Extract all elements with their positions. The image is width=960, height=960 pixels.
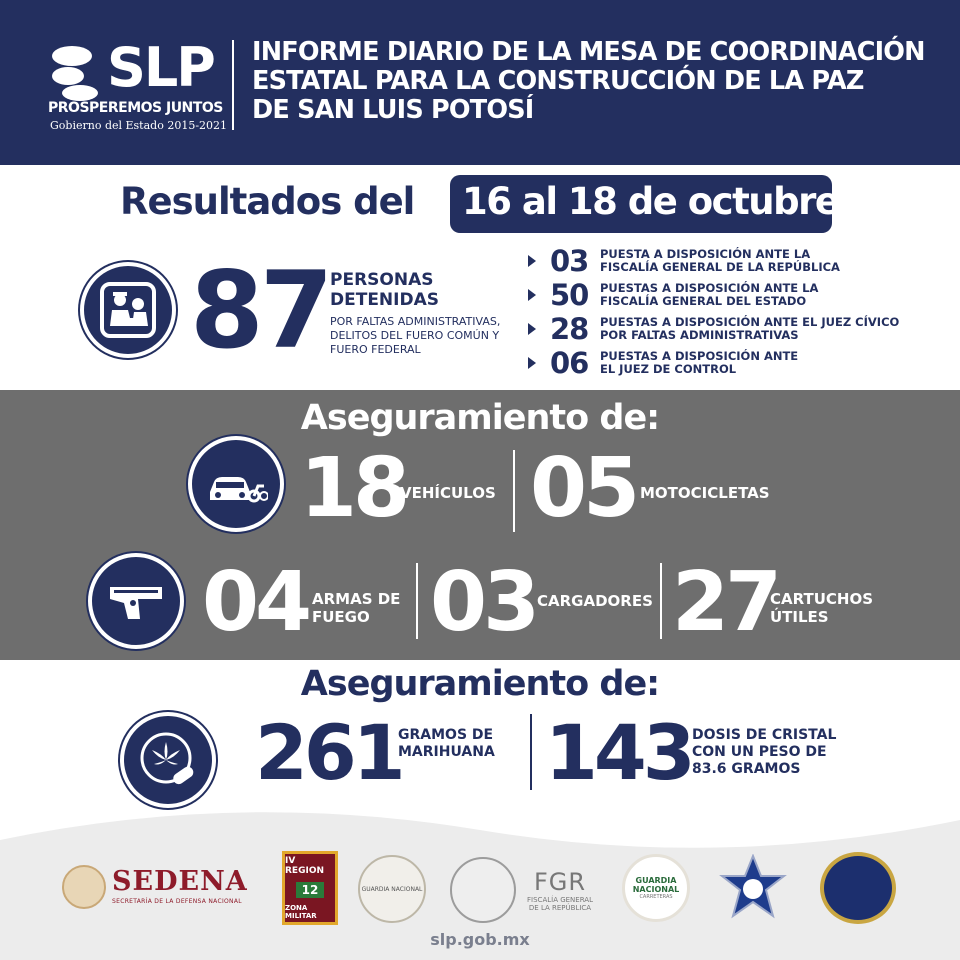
- mexico-eagle-seal-icon: [62, 865, 106, 909]
- guardia-nacional-label: GUARDIA NACIONAL: [361, 885, 423, 893]
- detained-description-line: DELITOS DEL FUERO COMÚN Y: [330, 329, 500, 342]
- disposition-text-line: EL JUEZ DE CONTROL: [600, 362, 737, 376]
- results-label: Resultados del: [120, 180, 415, 223]
- detained-persons-icon: [80, 262, 176, 358]
- crystal-label-line: CON UN PESO DE: [692, 744, 827, 760]
- divider: [660, 563, 662, 639]
- disposition-item: [528, 278, 910, 312]
- disposition-item: [528, 244, 910, 278]
- disposition-text: [600, 316, 910, 342]
- disposition-text-line: PUESTAS A DISPOSICIÓN ANTE EL JUEZ CÍVICO: [600, 315, 900, 329]
- marijuana-label-line: GRAMOS DE: [398, 727, 494, 743]
- divider: [530, 714, 532, 790]
- disposition-text-line: POR FALTAS ADMINISTRATIVAS: [600, 328, 799, 342]
- triangle-bullet-icon: [528, 255, 536, 267]
- cartridges-count: 27: [672, 555, 779, 650]
- disposition-text-line: PUESTA A DISPOSICIÓN ANTE LA: [600, 247, 811, 261]
- fgr-subtitle: [527, 896, 593, 912]
- marijuana-label: [398, 727, 495, 761]
- triangle-bullet-icon: [528, 357, 536, 369]
- gnc-title-line: NACIONAL: [632, 885, 680, 894]
- crystal-label-line: 83.6 GRAMOS: [692, 761, 801, 777]
- disposition-count: 50: [550, 278, 589, 312]
- marijuana-label-line: MARIHUANA: [398, 744, 495, 760]
- report-title-line: INFORME DIARIO DE LA MESA DE COORDINACIÓN: [252, 37, 925, 67]
- fgr-subtitle-line: DE LA REPÚBLICA: [528, 904, 592, 912]
- disposition-count: 03: [550, 244, 589, 278]
- disposition-count: 06: [550, 346, 589, 380]
- pistol-icon: [88, 553, 184, 649]
- cartridges-label-line: ÚTILES: [770, 608, 829, 626]
- motorcycles-label: MOTOCICLETAS: [640, 484, 770, 502]
- triangle-bullet-icon: [528, 323, 536, 335]
- gnc-title-line: GUARDIA: [635, 876, 677, 885]
- car-motorcycle-icon: [188, 436, 284, 532]
- disposition-item: [528, 346, 910, 380]
- detained-description-line: POR FALTAS ADMINISTRATIVAS,: [330, 315, 501, 328]
- triangle-bullet-icon: [528, 289, 536, 301]
- securing-title: Aseguramiento de:: [300, 398, 660, 438]
- website-url[interactable]: slp.gob.mx: [430, 930, 530, 949]
- sedena-subtitle: SECRETARÍA DE LA DEFENSA NACIONAL: [112, 898, 242, 905]
- divider: [416, 563, 418, 639]
- cartridges-label-line: CARTUCHOS: [770, 590, 874, 608]
- fgr-title: FGR: [533, 868, 587, 896]
- vehicles-count: 18: [300, 441, 407, 536]
- detained-label-line: DETENIDAS: [330, 290, 439, 310]
- marijuana-grams: 261: [255, 708, 402, 797]
- guardia-nacional-seal-icon: [358, 855, 426, 923]
- divider: [513, 450, 515, 532]
- firearms-label-line: ARMAS DE: [312, 590, 401, 608]
- cartridges-label: [770, 590, 873, 626]
- crystal-doses: 143: [545, 708, 692, 797]
- region-zone-label: ZONA MILITAR: [285, 904, 317, 920]
- disposition-text-line: PUESTAS A DISPOSICIÓN ANTE LA: [600, 281, 819, 295]
- report-title-line: ESTATAL PARA LA CONSTRUCCIÓN DE LA PAZ: [252, 66, 864, 96]
- cannabis-pill-icon: [120, 712, 216, 808]
- sedena-logo-text: SEDENA: [112, 866, 248, 897]
- fgr-logo: [522, 862, 598, 918]
- securing-title: Aseguramiento de:: [300, 664, 660, 704]
- disposition-text: [600, 248, 910, 274]
- header-divider: [232, 40, 234, 130]
- disposition-text-line: FISCALÍA GENERAL DE LA REPÚBLICA: [600, 260, 840, 274]
- firearms-label-line: FUEGO: [312, 608, 370, 626]
- motorcycles-count: 05: [530, 441, 637, 536]
- logo-slogan: PROSPEREMOS JUNTOS: [48, 100, 223, 116]
- disposition-count: 28: [550, 312, 589, 346]
- fgr-subtitle-line: FISCALÍA GENERAL: [527, 896, 593, 904]
- guardia-nacional-carreteras-seal-icon: [622, 854, 690, 922]
- gnc-subtitle: CARRETERAS: [639, 894, 673, 900]
- report-title: [252, 38, 942, 125]
- disposition-text: [600, 350, 910, 376]
- vehicles-label: VEHÍCULOS: [400, 484, 496, 502]
- detained-description: [330, 315, 520, 357]
- date-range: 16 al 18 de octubre: [462, 180, 839, 223]
- military-zone-shield-icon: [282, 851, 338, 925]
- region-number: 12: [296, 882, 325, 898]
- detained-label: [330, 270, 500, 310]
- report-title-line: DE SAN LUIS POTOSÍ: [252, 95, 534, 125]
- region-label: IV REGION: [285, 856, 324, 876]
- firearms-count: 04: [202, 555, 309, 650]
- firearms-label: [312, 590, 400, 626]
- logo-wordmark: SLP: [107, 36, 214, 99]
- crystal-label: [692, 727, 836, 778]
- disposition-item: [528, 312, 910, 346]
- gnc-title: [633, 876, 680, 894]
- disposition-text-line: PUESTAS A DISPOSICIÓN ANTE: [600, 349, 799, 363]
- magazines-count: 03: [430, 555, 537, 650]
- detained-label-line: PERSONAS: [330, 270, 434, 290]
- police-star-icon: [718, 854, 788, 924]
- crystal-label-line: DOSIS DE CRISTAL: [692, 727, 837, 743]
- detained-count: 87: [190, 249, 330, 372]
- mexican-states-seal-icon: [450, 857, 516, 923]
- disposition-text-line: FISCALÍA GENERAL DEL ESTADO: [600, 294, 807, 308]
- fiscalia-estado-seal-icon: [820, 852, 896, 924]
- logo-government: Gobierno del Estado 2015-2021: [50, 119, 228, 132]
- disposition-text: [600, 282, 910, 308]
- detained-description-line: FUERO FEDERAL: [330, 343, 421, 356]
- magazines-label: CARGADORES: [537, 592, 653, 610]
